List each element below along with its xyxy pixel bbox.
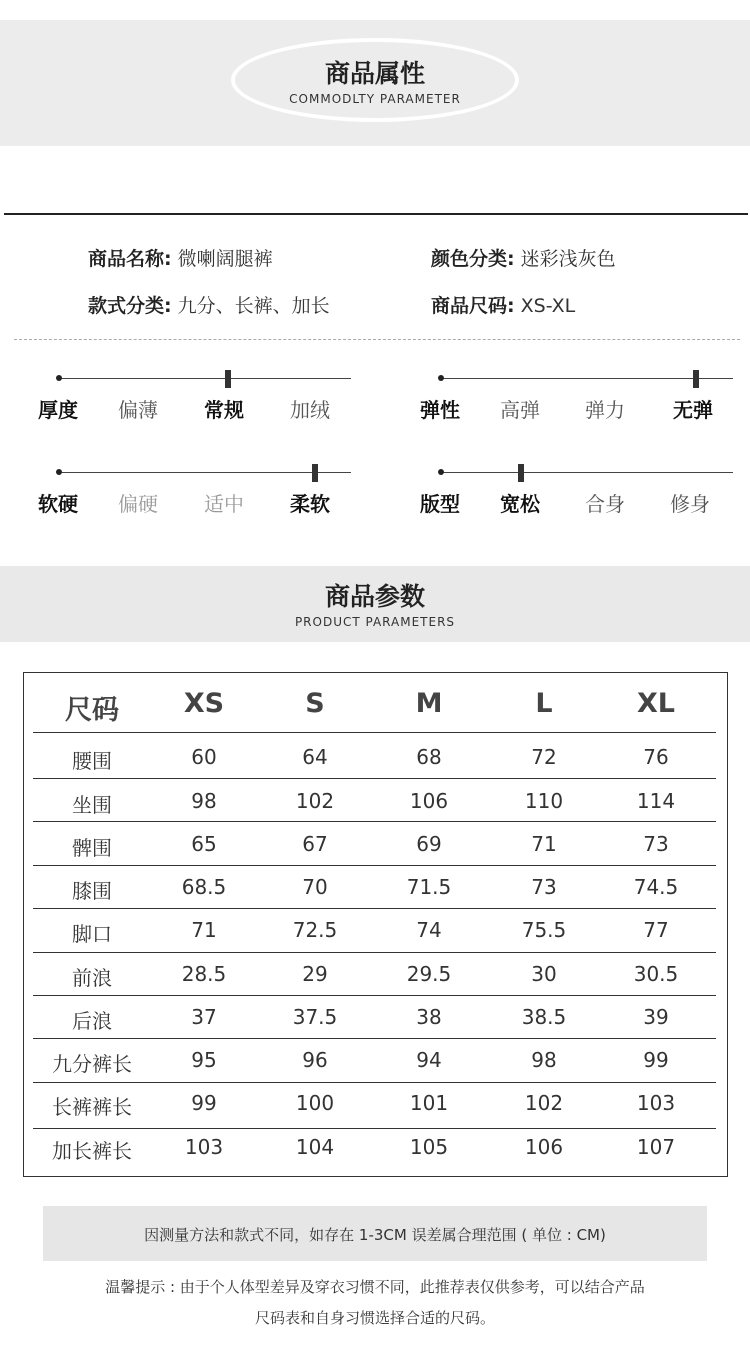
slider-title: 厚度 — [38, 398, 78, 422]
table-cell: 60 — [191, 745, 217, 769]
table-header-cell: L — [535, 688, 553, 719]
table-cell: 104 — [295, 1135, 335, 1159]
table-row-label: 加长裤长 — [52, 1139, 132, 1163]
table-cell: 114 — [636, 789, 676, 813]
table-cell: 73 — [643, 832, 669, 856]
table-cell: 101 — [409, 1091, 449, 1115]
table-cell: 106 — [524, 1135, 564, 1159]
slider-option: 适中 — [204, 492, 244, 516]
slider-option: 偏硬 — [118, 492, 158, 516]
slider-start-dot — [56, 469, 62, 475]
params-title: 商品参数 — [324, 582, 425, 611]
table-row-divider — [33, 732, 716, 733]
table-row-divider — [33, 1128, 716, 1129]
table-cell: 103 — [636, 1091, 676, 1115]
table-row-divider — [33, 908, 716, 909]
attr-label: 颜色分类: — [431, 248, 515, 270]
table-cell: 37.5 — [292, 1005, 338, 1029]
table-row-divider — [33, 995, 716, 996]
attr-value: 迷彩浅灰色 — [520, 248, 616, 270]
table-cell: 76 — [643, 745, 669, 769]
slider-start-dot — [438, 469, 444, 475]
slider-option: 高弹 — [500, 398, 540, 422]
table-cell: 29 — [302, 962, 328, 986]
table-cell: 75.5 — [521, 918, 567, 942]
attr-value: 九分、长裤、加长 — [177, 295, 330, 317]
table-cell: 72 — [531, 745, 557, 769]
table-row-label: 髀围 — [72, 836, 112, 860]
table-cell: 102 — [295, 789, 335, 813]
dotted-divider — [14, 339, 740, 340]
table-cell: 38.5 — [521, 1005, 567, 1029]
attributes-title: 商品属性 — [324, 59, 425, 88]
table-cell: 106 — [409, 789, 449, 813]
table-header-cell: XL — [636, 688, 676, 719]
slider-start-dot — [56, 375, 62, 381]
table-row-divider — [33, 778, 716, 779]
slider-title: 版型 — [420, 492, 460, 516]
attr-label: 款式分类: — [88, 295, 172, 317]
table-cell: 105 — [409, 1135, 449, 1159]
table-row-label: 前浪 — [72, 966, 112, 990]
table-cell: 71 — [191, 918, 217, 942]
slider-track — [441, 378, 733, 379]
table-cell: 28.5 — [181, 962, 227, 986]
table-cell: 107 — [636, 1135, 676, 1159]
slider-option-selected: 宽松 — [500, 492, 540, 516]
table-cell: 68.5 — [181, 875, 227, 899]
table-cell: 29.5 — [406, 962, 452, 986]
slider-title: 软硬 — [38, 492, 78, 516]
table-cell: 30 — [531, 962, 557, 986]
attr-product-name — [88, 244, 273, 271]
table-row-label: 九分裤长 — [52, 1052, 132, 1076]
table-row-label: 坐围 — [72, 793, 112, 817]
params-subtitle: PRODUCT PARAMETERS — [294, 615, 456, 629]
table-cell: 38 — [416, 1005, 442, 1029]
table-cell: 68 — [416, 745, 442, 769]
slider-marker — [312, 464, 318, 482]
table-row-label: 后浪 — [72, 1009, 112, 1033]
table-header-cell: S — [305, 688, 325, 719]
slider-track — [59, 472, 351, 473]
table-row-label: 脚口 — [72, 922, 112, 946]
table-cell: 39 — [643, 1005, 669, 1029]
attr-label: 商品尺码: — [431, 295, 515, 317]
table-cell: 98 — [191, 789, 217, 813]
slider-marker — [518, 464, 524, 482]
table-row-divider — [33, 952, 716, 953]
table-cell: 72.5 — [292, 918, 338, 942]
table-cell: 99 — [191, 1091, 217, 1115]
table-row-label: 长裤裤长 — [52, 1095, 132, 1119]
table-cell: 37 — [191, 1005, 217, 1029]
table-cell: 71.5 — [406, 875, 452, 899]
divider-line — [4, 213, 748, 215]
table-header-cell: XS — [183, 688, 225, 719]
slider-option-selected: 常规 — [204, 398, 244, 422]
slider-title: 弹性 — [420, 398, 460, 422]
tip-line-1: 温馨提示 : 由于个人体型差异及穿衣习惯不同，此推荐表仅供参考，可以结合产品 — [105, 1278, 645, 1296]
table-cell: 99 — [643, 1048, 669, 1072]
table-cell: 74 — [416, 918, 442, 942]
table-cell: 69 — [416, 832, 442, 856]
table-header-size: 尺码 — [65, 695, 119, 726]
table-row-divider — [33, 821, 716, 822]
table-row-label: 膝围 — [72, 879, 112, 903]
table-cell: 96 — [302, 1048, 328, 1072]
table-cell: 77 — [643, 918, 669, 942]
table-header-cell: M — [415, 688, 443, 719]
attr-value: XS-XL — [520, 295, 576, 317]
table-row-divider — [33, 1082, 716, 1083]
tip-line-2: 尺码表和自身习惯选择合适的尺码。 — [254, 1309, 495, 1327]
slider-option-selected: 无弹 — [673, 398, 713, 422]
table-row-label: 腰围 — [72, 749, 112, 773]
table-cell: 110 — [524, 789, 564, 813]
table-cell: 94 — [416, 1048, 442, 1072]
table-cell: 65 — [191, 832, 217, 856]
table-cell: 74.5 — [633, 875, 679, 899]
attr-style — [88, 291, 330, 318]
attr-color — [431, 244, 616, 271]
attr-size — [431, 291, 575, 318]
slider-track — [59, 378, 351, 379]
attr-value: 微喇阔腿裤 — [177, 248, 273, 270]
table-cell: 95 — [191, 1048, 217, 1072]
slider-option: 合身 — [585, 492, 625, 516]
slider-option: 偏薄 — [118, 398, 158, 422]
table-cell: 100 — [295, 1091, 335, 1115]
table-cell: 71 — [531, 832, 557, 856]
measure-note: 因测量方法和款式不同，如存在 1-3CM 误差属合理范围 ( 单位 : CM) — [144, 1226, 606, 1244]
table-cell: 103 — [184, 1135, 224, 1159]
table-cell: 98 — [531, 1048, 557, 1072]
table-row-divider — [33, 1038, 716, 1039]
table-cell: 30.5 — [633, 962, 679, 986]
slider-start-dot — [438, 375, 444, 381]
table-cell: 70 — [302, 875, 328, 899]
attributes-subtitle: COMMODLTY PARAMETER — [289, 92, 461, 106]
slider-marker — [225, 370, 231, 388]
slider-track — [441, 472, 733, 473]
attr-label: 商品名称: — [88, 248, 172, 270]
slider-marker — [693, 370, 699, 388]
table-cell: 67 — [302, 832, 328, 856]
table-cell: 64 — [302, 745, 328, 769]
table-cell: 73 — [531, 875, 557, 899]
table-row-divider — [33, 865, 716, 866]
table-cell: 102 — [524, 1091, 564, 1115]
slider-option: 加绒 — [290, 398, 330, 422]
slider-option: 修身 — [670, 492, 710, 516]
slider-option-selected: 柔软 — [290, 492, 330, 516]
slider-option: 弹力 — [585, 398, 625, 422]
